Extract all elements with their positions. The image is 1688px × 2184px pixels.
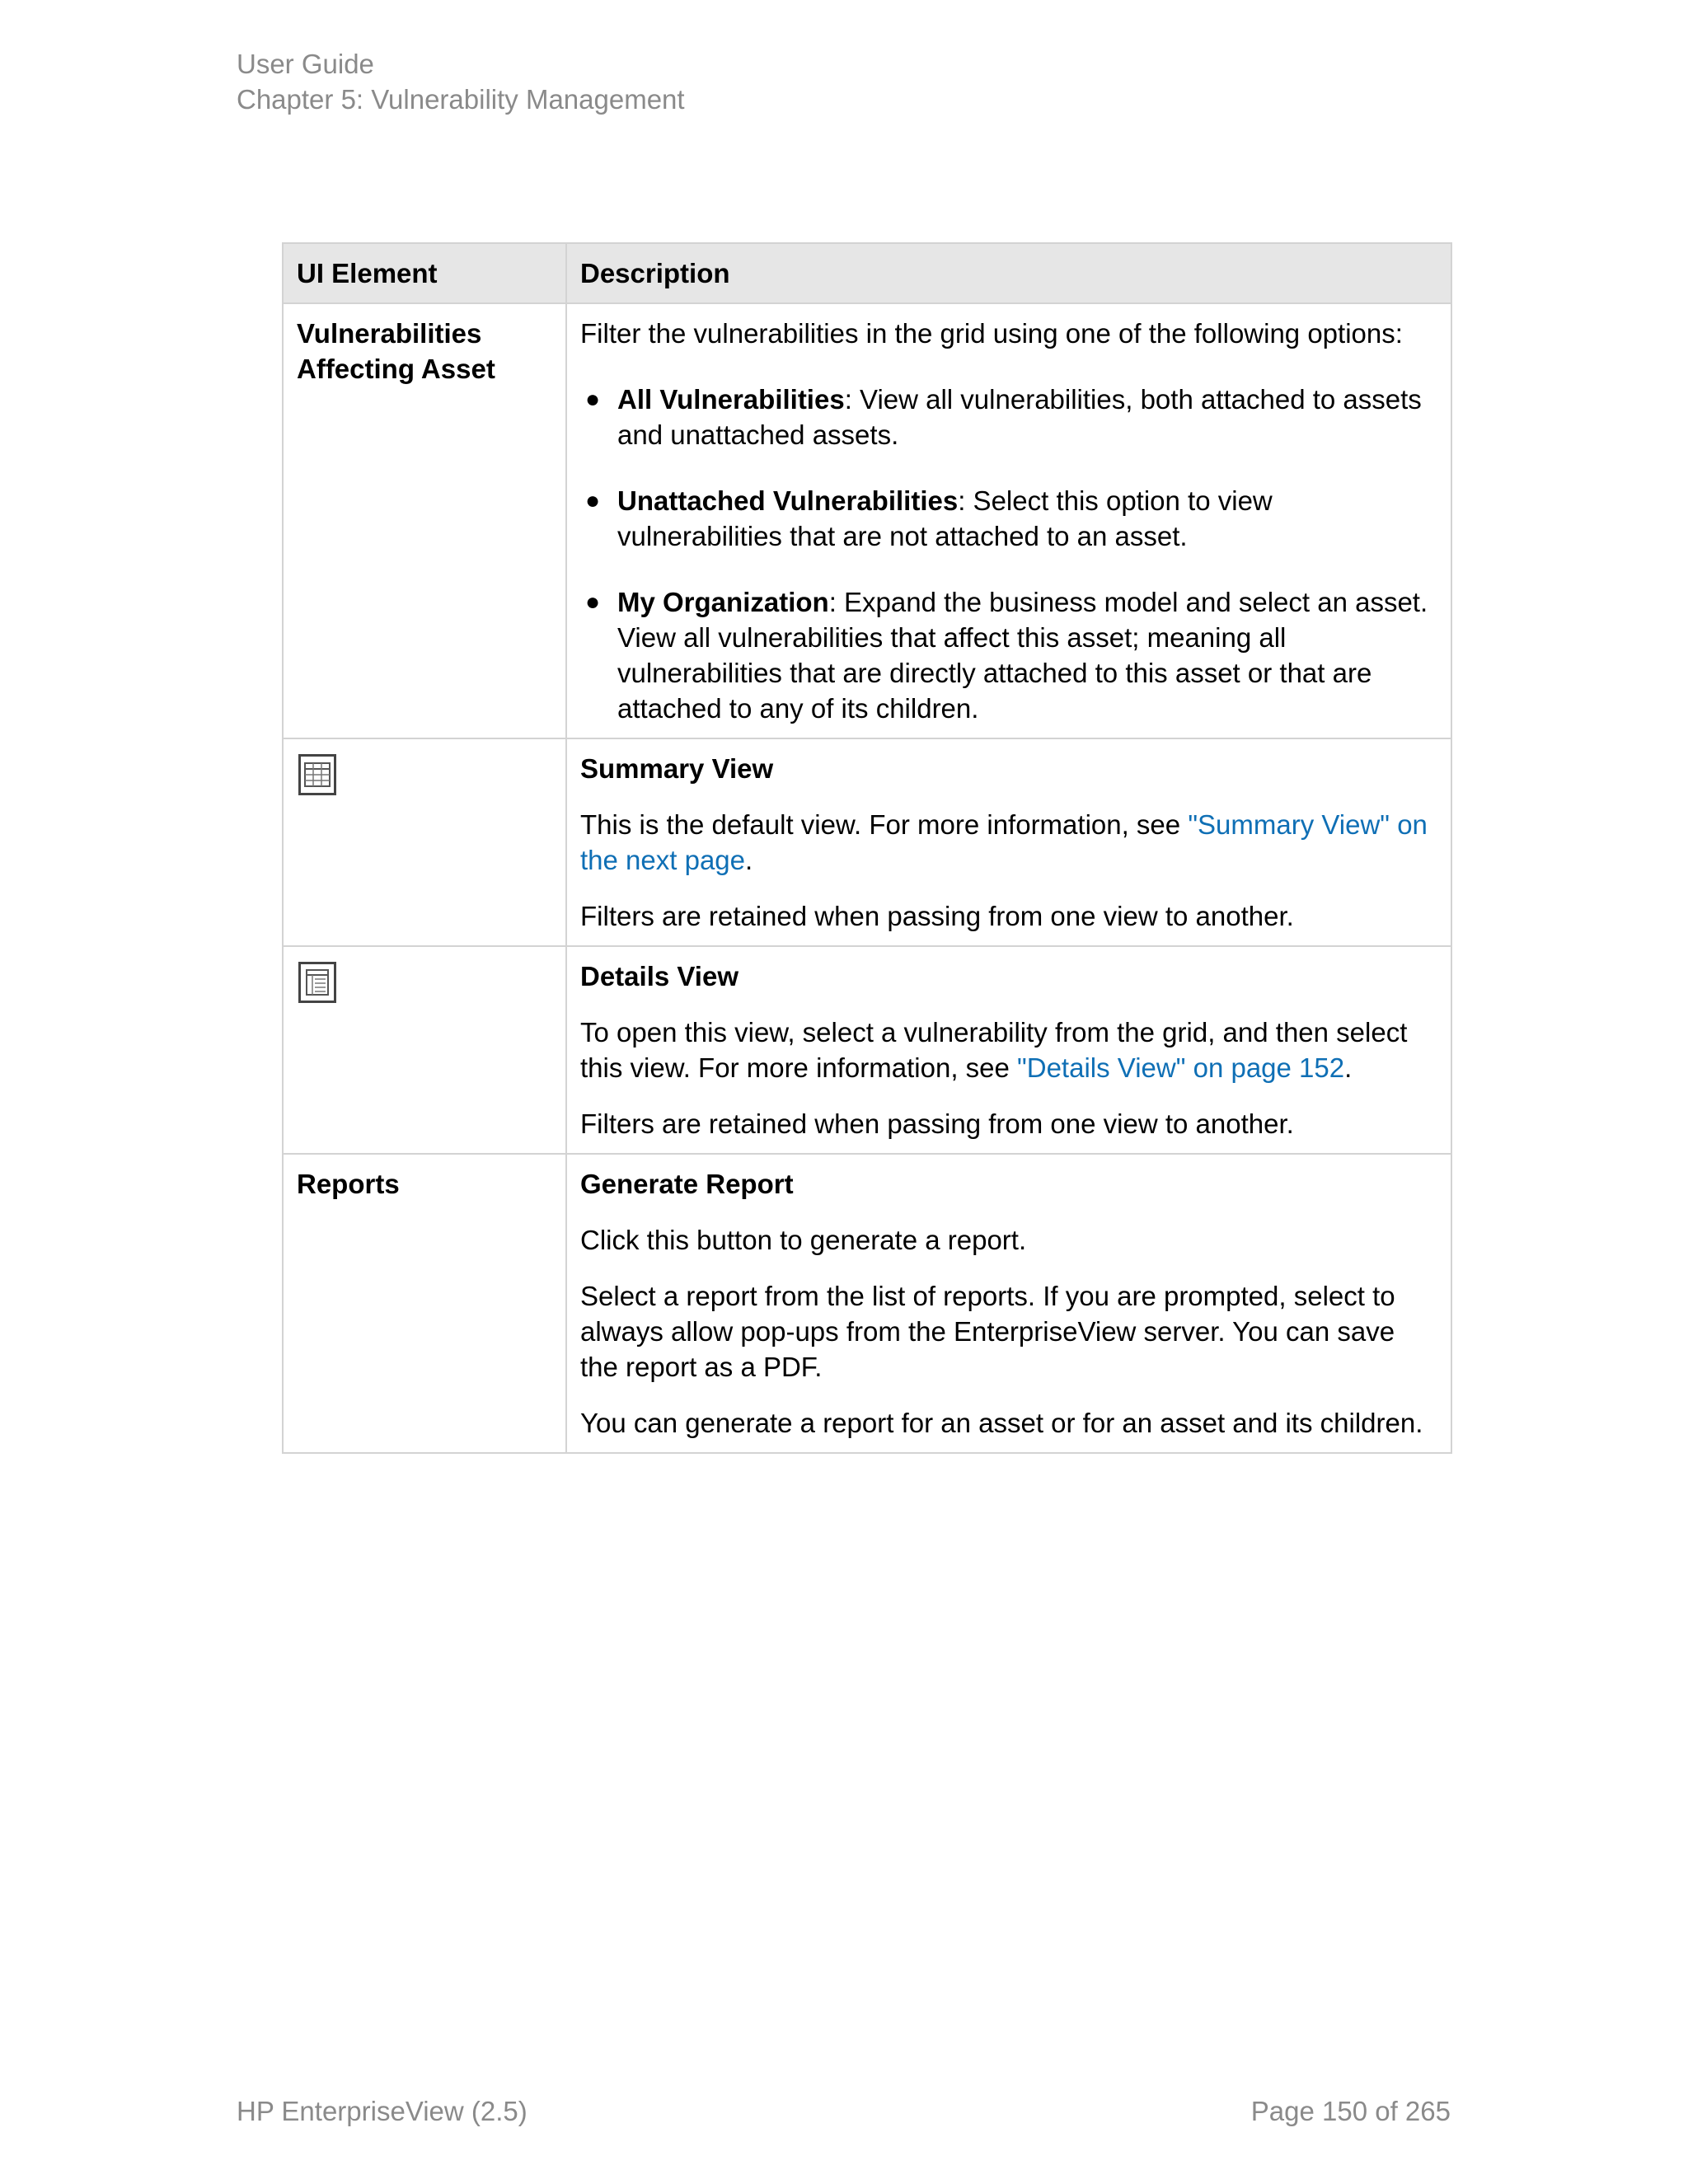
table-row xyxy=(283,303,1451,738)
list-item xyxy=(580,584,1437,726)
generate-report-text-1: Click this button to generate a report. xyxy=(580,1225,1027,1255)
option-text: : View all vulnerabilities, both attached to assets and unattached assets. xyxy=(617,384,1422,450)
details-view-title: Details View xyxy=(580,961,738,991)
row-label-vulnerabilities-affecting-asset: Vulnerabilities Affecting Asset xyxy=(283,303,566,738)
generate-report-text-2: Select a report from the list of reports. If you are prompted, select to always allow pop-ups from the EnterpriseView server. You can save the report as a PDF. xyxy=(580,1281,1395,1382)
summary-view-text xyxy=(580,807,1437,878)
footer-page-number: Page 150 of 265 xyxy=(1250,2096,1451,2126)
filters-note: Filters are retained when passing from one view to another. xyxy=(580,901,1294,931)
list-item xyxy=(580,483,1437,554)
page-header xyxy=(237,46,685,117)
row-description xyxy=(566,946,1451,1154)
filters-note: Filters are retained when passing from one view to another. xyxy=(580,1108,1294,1139)
generate-report-title: Generate Report xyxy=(580,1169,794,1199)
summary-view-title: Summary View xyxy=(580,753,774,784)
option-text: : Expand the business model and select an asset. View all vulnerabilities that affect this asset; meaning all vulnerabilities that are directly attached to this asset or that are attached to any of its children. xyxy=(617,587,1428,724)
document-title: User Guide xyxy=(237,49,374,79)
details-view-link[interactable]: "Details View" on page 152 xyxy=(1017,1052,1345,1083)
text-before-link: To open this view, select a vulnerability from the grid, and then select this view. For more information, see xyxy=(580,1017,1408,1083)
option-text: : Select this option to view vulnerabilities that are not attached to an asset. xyxy=(617,485,1273,551)
row-label-details-view-icon-cell xyxy=(283,946,566,1154)
column-header-ui-element: UI Element xyxy=(283,243,566,303)
generate-report-text-3: You can generate a report for an asset or for an asset and its children. xyxy=(580,1408,1423,1438)
row-label-reports: Reports xyxy=(283,1154,566,1453)
row-label-summary-view-icon-cell xyxy=(283,738,566,946)
row-description xyxy=(566,303,1451,738)
option-term: All Vulnerabilities xyxy=(617,384,845,415)
details-view-list-icon xyxy=(298,962,336,1003)
option-term: Unattached Vulnerabilities xyxy=(617,485,959,516)
bullet-icon: ● xyxy=(585,588,601,616)
row-description xyxy=(566,738,1451,946)
list-item xyxy=(580,382,1437,452)
summary-view-link[interactable]: "Summary View" on the next page xyxy=(580,809,1428,875)
table-header-row xyxy=(283,243,1451,303)
filter-options-list xyxy=(580,382,1437,726)
bullet-icon: ● xyxy=(585,386,601,413)
table-row xyxy=(283,738,1451,946)
footer-product: HP EnterpriseView (2.5) xyxy=(237,2096,528,2126)
option-term: My Organization xyxy=(617,587,829,617)
text-after-link: . xyxy=(1344,1052,1353,1083)
row-description xyxy=(566,1154,1451,1453)
page-footer xyxy=(237,2093,1451,2129)
text-after-link: . xyxy=(745,845,753,875)
bullet-icon: ● xyxy=(585,487,601,514)
table-row xyxy=(283,1154,1451,1453)
column-header-description: Description xyxy=(566,243,1451,303)
text-before-link: This is the default view. For more information, see xyxy=(580,809,1189,840)
chapter-title: Chapter 5: Vulnerability Management xyxy=(237,84,685,115)
summary-view-grid-icon xyxy=(298,754,336,795)
ui-element-table xyxy=(282,242,1452,1454)
details-view-text xyxy=(580,1015,1437,1085)
table-row xyxy=(283,946,1451,1154)
filter-intro: Filter the vulnerabilities in the grid using one of the following options: xyxy=(580,318,1403,349)
